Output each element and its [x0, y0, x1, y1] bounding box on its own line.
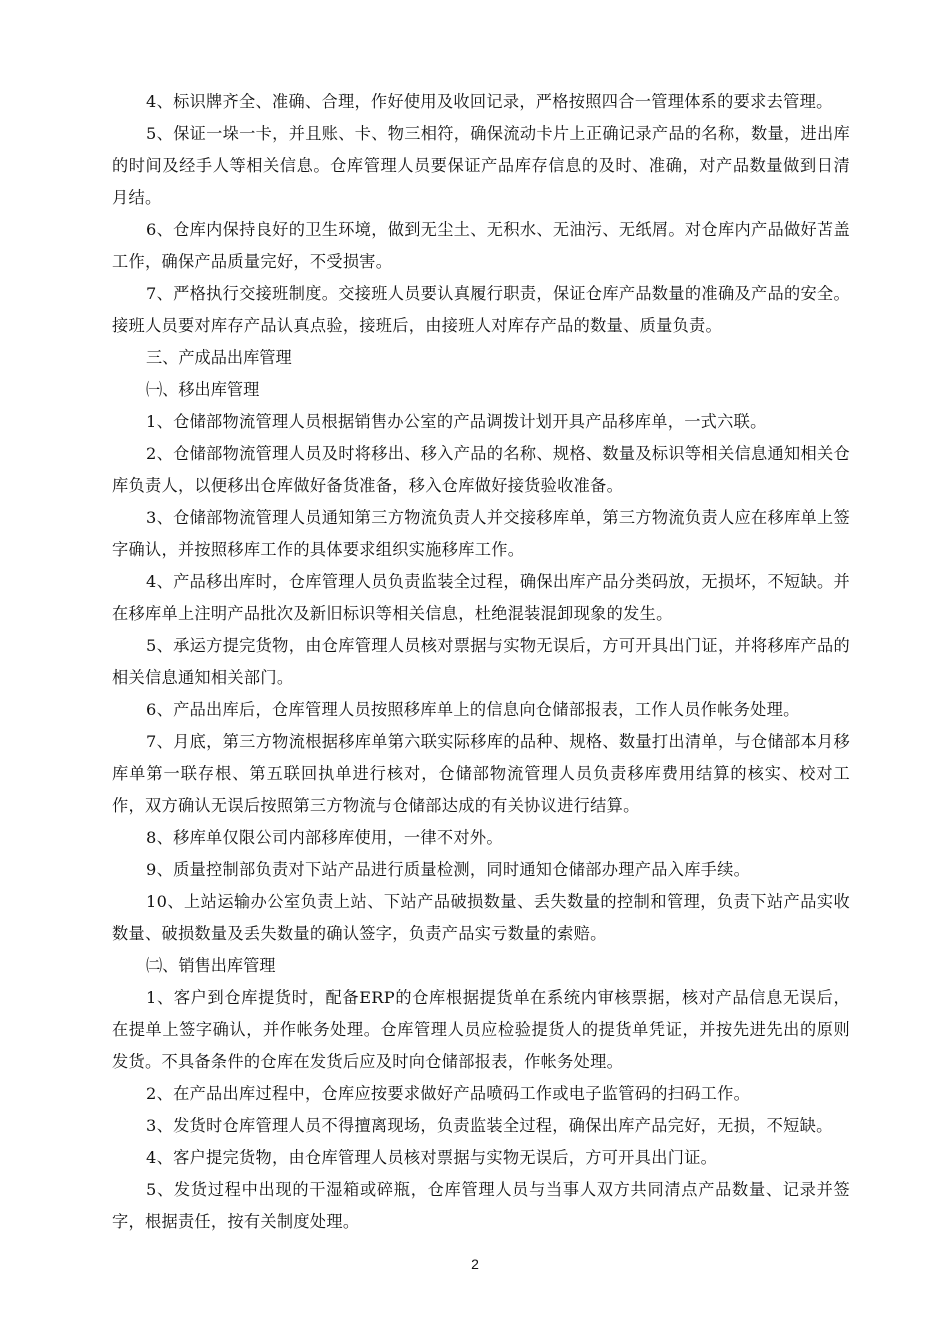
paragraph: 9、质量控制部负责对下站产品进行质量检测，同时通知仓储部办理产品入库手续。 — [146, 860, 751, 879]
paragraph: 5、保证一垛一卡，并且账、卡、物三相符，确保流动卡片上正确记录产品的名称，数量，进出库的时间及经手人等相关信息。仓库管理人员要保证产品库存信息的及时、准确，对产品数量做到日清月结。 — [112, 124, 850, 207]
paragraph: 4、产品移出库时，仓库管理人员负责监装全过程，确保出库产品分类码放，无损坏，不短缺。并在移库单上注明产品批次及新旧标识等相关信息，杜绝混装混卸现象的发生。 — [112, 572, 850, 623]
paragraph: 8、移库单仅限公司内部移库使用，一律不对外。 — [146, 828, 503, 847]
paragraph: 4、标识牌齐全、准确、合理，作好使用及收回记录，严格按照四合一管理体系的要求去管理。 — [146, 92, 833, 111]
paragraph: 2、在产品出库过程中，仓库应按要求做好产品喷码工作或电子监管码的扫码工作。 — [146, 1084, 751, 1103]
paragraph: 1、客户到仓库提货时，配备ERP的仓库根据提货单在系统内审核票据，核对产品信息无误后，在提单上签字确认，并作帐务处理。仓库管理人员应检验提货人的提货单凭证，并按先进先出的原则发货。不具备条件的仓库在发货后应及时向仓储部报表，作帐务处理。 — [112, 988, 850, 1071]
paragraph: 7、月底，第三方物流根据移库单第六联实际移库的品种、规格、数量打出清单，与仓储部本月移库单第一联存根、第五联回执单进行核对，仓储部物流管理人员负责移库费用结算的核实、校对工作，双方确认无误后按照第三方物流与仓储部达成的有关协议进行结算。 — [112, 732, 850, 815]
paragraph: 3、仓储部物流管理人员通知第三方物流负责人并交接移库单，第三方物流负责人应在移库单上签字确认，并按照移库工作的具体要求组织实施移库工作。 — [112, 508, 850, 559]
section-heading: 三、产成品出库管理 — [146, 348, 292, 367]
paragraph: 6、产品出库后，仓库管理人员按照移库单上的信息向仓储部报表，工作人员作帐务处理。 — [146, 700, 800, 719]
paragraph: 1、仓储部物流管理人员根据销售办公室的产品调拨计划开具产品移库单，一式六联。 — [146, 412, 767, 431]
subsection-heading: ㈠、移出库管理 — [146, 380, 260, 399]
paragraph: 6、仓库内保持良好的卫生环境，做到无尘土、无积水、无油污、无纸屑。对仓库内产品做好苫盖工作，确保产品质量完好，不受损害。 — [112, 220, 850, 271]
paragraph: 2、仓储部物流管理人员及时将移出、移入产品的名称、规格、数量及标识等相关信息通知相关仓库负责人，以便移出仓库做好备货准备，移入仓库做好接货验收准备。 — [112, 444, 850, 495]
page-number: 2 — [471, 1256, 479, 1272]
paragraph: 5、发货过程中出现的干湿箱或碎瓶，仓库管理人员与当事人双方共同清点产品数量、记录并签字，根据责任，按有关制度处理。 — [112, 1180, 850, 1231]
paragraph: 5、承运方提完货物，由仓库管理人员核对票据与实物无误后，方可开具出门证，并将移库产品的相关信息通知相关部门。 — [112, 636, 850, 687]
document-body — [112, 86, 850, 1238]
paragraph: 10、上站运输办公室负责上站、下站产品破损数量、丢失数量的控制和管理，负责下站产品实收数量、破损数量及丢失数量的确认签字，负责产品实亏数量的索赔。 — [112, 892, 850, 943]
paragraph: 3、发货时仓库管理人员不得擅离现场，负责监装全过程，确保出库产品完好，无损，不短缺。 — [146, 1116, 833, 1135]
subsection-heading: ㈡、销售出库管理 — [146, 956, 276, 975]
paragraph: 4、客户提完货物，由仓库管理人员核对票据与实物无误后，方可开具出门证。 — [146, 1148, 718, 1167]
paragraph: 7、严格执行交接班制度。交接班人员要认真履行职责，保证仓库产品数量的准确及产品的安全。接班人员要对库存产品认真点验，接班后，由接班人对库存产品的数量、质量负责。 — [112, 284, 850, 335]
